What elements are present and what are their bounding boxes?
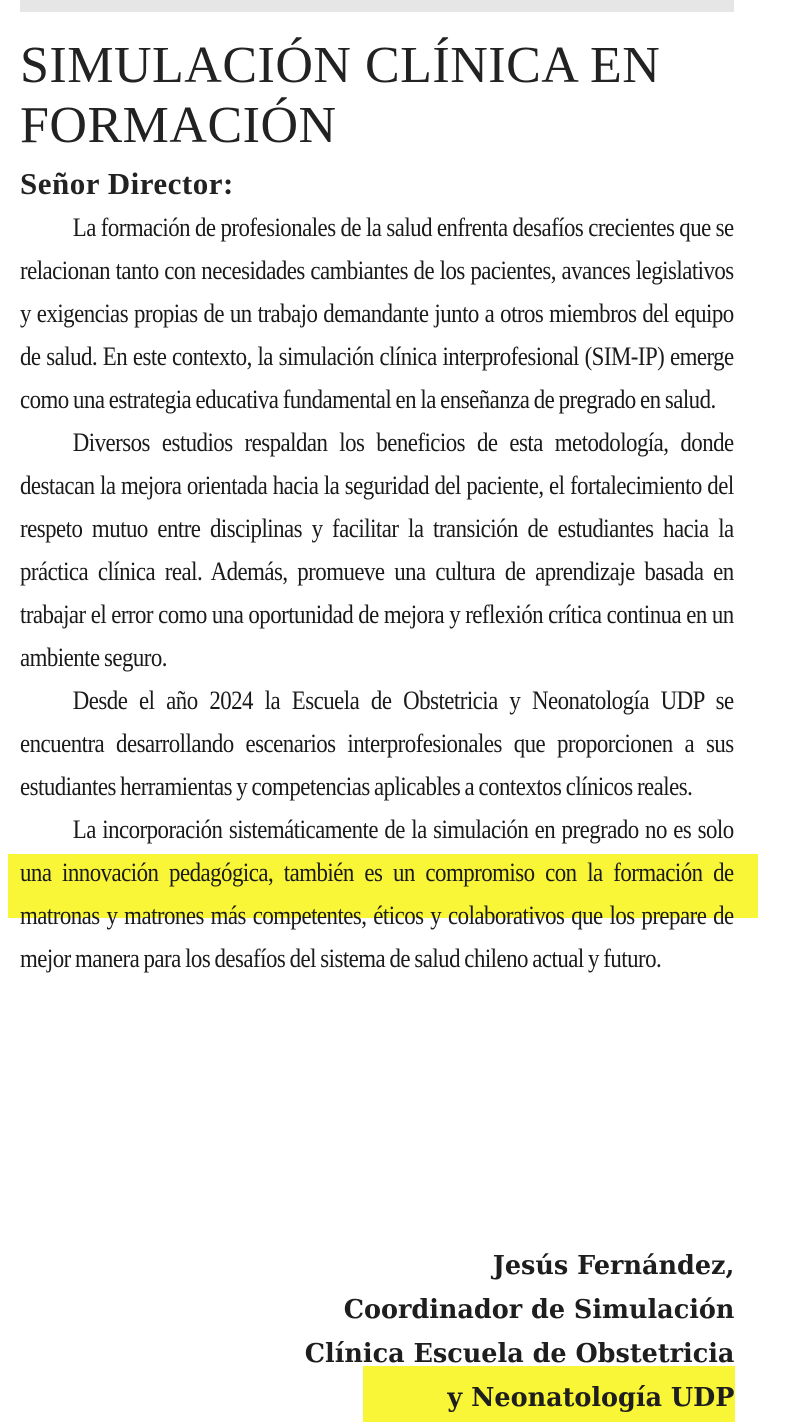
- signature-block: [296, 1244, 734, 1420]
- signature-name: Jesús Fernández,: [492, 1251, 734, 1281]
- signature-role: Coordinador de Simulación: [343, 1295, 734, 1325]
- paragraph-4: La incorporación sistemáticamente de la simulación en pregrado no es solo una innovación pedagógica, también es un compromiso con la formación de matronas y matrones más competentes, éticos y colaborativos que los prepare de mejor manera para los desafíos del sistema de salud chileno actual y futuro.: [20, 815, 734, 973]
- paragraph-1: La formación de profesionales de la salud enfrenta desafíos crecientes que se relacionan tanto con necesidades cambiantes de los pacientes, avances legislativos y exigencias propias de un trabajo demandante junto a otros miembros del equipo de salud. En este contexto, la simulación clínica interprofesional (SIM-IP) emerge como una estrategia educativa fundamental en la enseñanza de pregrado en salud.: [20, 213, 734, 414]
- salutation: Señor Director:: [20, 166, 234, 201]
- signature-affiliation: y Neonatología UDP: [446, 1383, 734, 1413]
- letter-article: [20, 36, 734, 980]
- headline: SIMULACIÓN CLÍNICA EN FORMACIÓN: [20, 37, 661, 154]
- signature-role: Clínica Escuela de Obstetricia: [304, 1339, 734, 1369]
- letter-body: [20, 206, 734, 980]
- paragraph-3: Desde el año 2024 la Escuela de Obstetricia y Neonatología UDP se encuentra desarrollando escenarios interprofesionales que proporcionen a sus estudiantes herramientas y competencias aplicables a contextos clínicos reales.: [20, 686, 734, 801]
- paragraph-2: Diversos estudios respaldan los beneficios de esta metodología, donde destacan la mejora orientada hacia la seguridad del paciente, el fortalecimiento del respeto mutuo entre disciplinas y facilitar la transición de estudiantes hacia la práctica clínica real. Además, promueve una cultura de aprendizaje basada en trabajar el error como una oportunidad de mejora y reflexión crítica continua en un ambiente seguro.: [20, 428, 734, 672]
- top-divider: [20, 0, 734, 12]
